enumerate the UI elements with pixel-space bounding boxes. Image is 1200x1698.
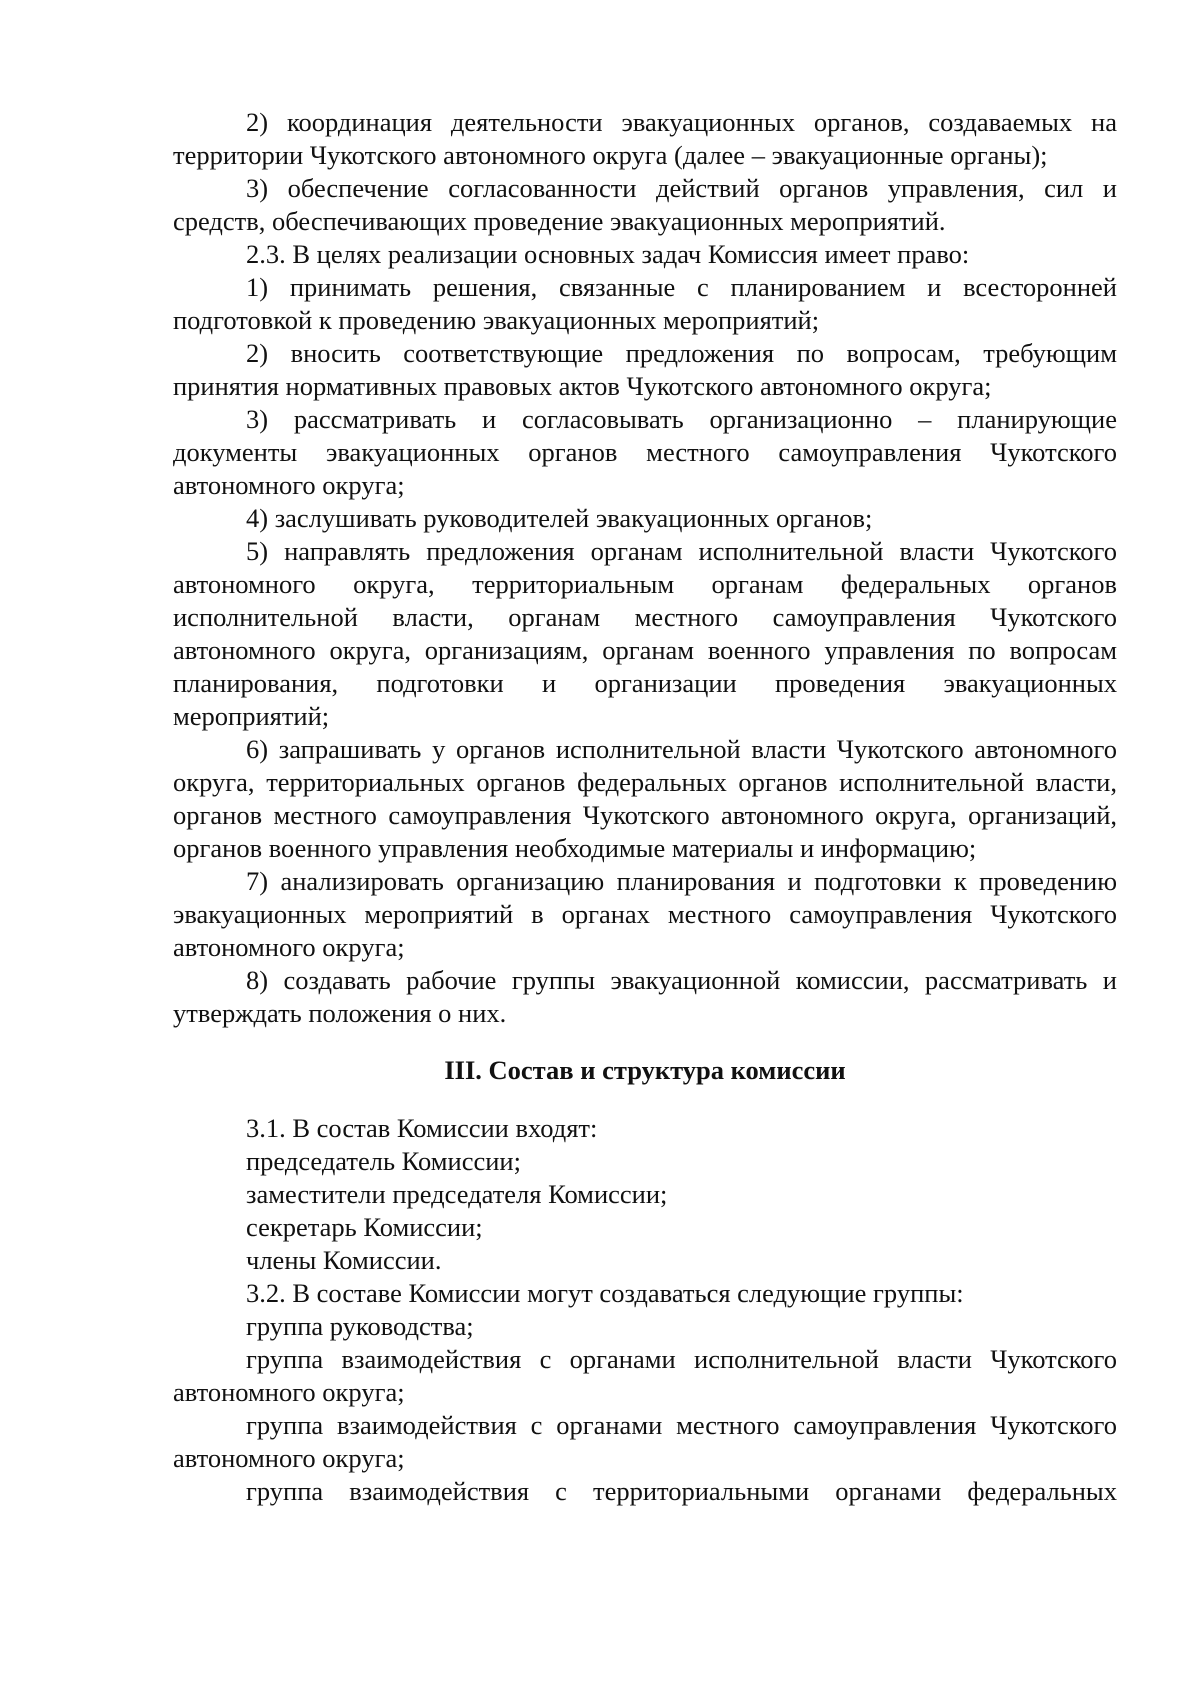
paragraph: 3) обеспечение согласованности действий органов управления, сил и средств, обеспечивающих проведение эвакуационных мероприятий. [173,173,1117,236]
paragraph: заместители председателя Комиссии; [246,1179,668,1209]
paragraph: 2.3. В целях реализации основных задач Комиссия имеет право: [246,239,970,269]
paragraph: 4) заслушивать руководителей эвакуационных органов; [246,503,873,533]
paragraph: 3.1. В состав Комиссии входят: [246,1113,598,1143]
paragraph: 3) рассматривать и согласовывать организационно – планирующие документы эвакуационных органов местного самоуправления Чукотского автономного округа; [173,404,1117,500]
paragraph: 2) вносить соответствующие предложения по вопросам, требующим принятия нормативных правовых актов Чукотского автономного округа; [173,338,1117,401]
paragraph: 7) анализировать организацию планирования и подготовки к проведению эвакуационных мероприятий в органах местного самоуправления Чукотского автономного округа; [173,866,1117,962]
paragraph: 8) создавать рабочие группы эвакуационной комиссии, рассматривать и утверждать положения о них. [173,965,1117,1028]
paragraph: 5) направлять предложения органам исполнительной власти Чукотского автономного округа, территориальным органам федеральных органов исполнительной власти, органам местного самоуправления Чукотского автономного округа, организациям, органам военного управления по вопросам планирования, подготовки и организации проведения эвакуационных мероприятий; [173,536,1117,731]
paragraph: председатель Комиссии; [246,1146,521,1176]
paragraph: 6) запрашивать у органов исполнительной власти Чукотского автономного округа, территориальных органов федеральных органов исполнительной власти, органов местного самоуправления Чукотского автономного округа, организаций, органов военного управления необходимые материалы и информацию; [173,734,1117,863]
paragraph: группа взаимодействия с органами местного самоуправления Чукотского автономного округа; [173,1410,1117,1473]
document-page [173,106,1117,1508]
paragraph: члены Комиссии. [246,1245,442,1275]
section-heading: III. Состав и структура комиссии [444,1055,846,1085]
paragraph: группа взаимодействия с органами исполнительной власти Чукотского автономного округа; [173,1344,1117,1407]
paragraph: секретарь Комиссии; [246,1212,483,1242]
paragraph: 1) принимать решения, связанные с планированием и всесторонней подготовкой к проведению эвакуационных мероприятий; [173,272,1117,335]
paragraph: группа руководства; [246,1311,474,1341]
paragraph: 2) координация деятельности эвакуационных органов, создаваемых на территории Чукотского автономного округа (далее – эвакуационные органы); [173,107,1117,170]
paragraph-continued: группа взаимодействия с территориальными органами федеральных [246,1476,1117,1506]
paragraph: 3.2. В составе Комиссии могут создаваться следующие группы: [246,1278,964,1308]
